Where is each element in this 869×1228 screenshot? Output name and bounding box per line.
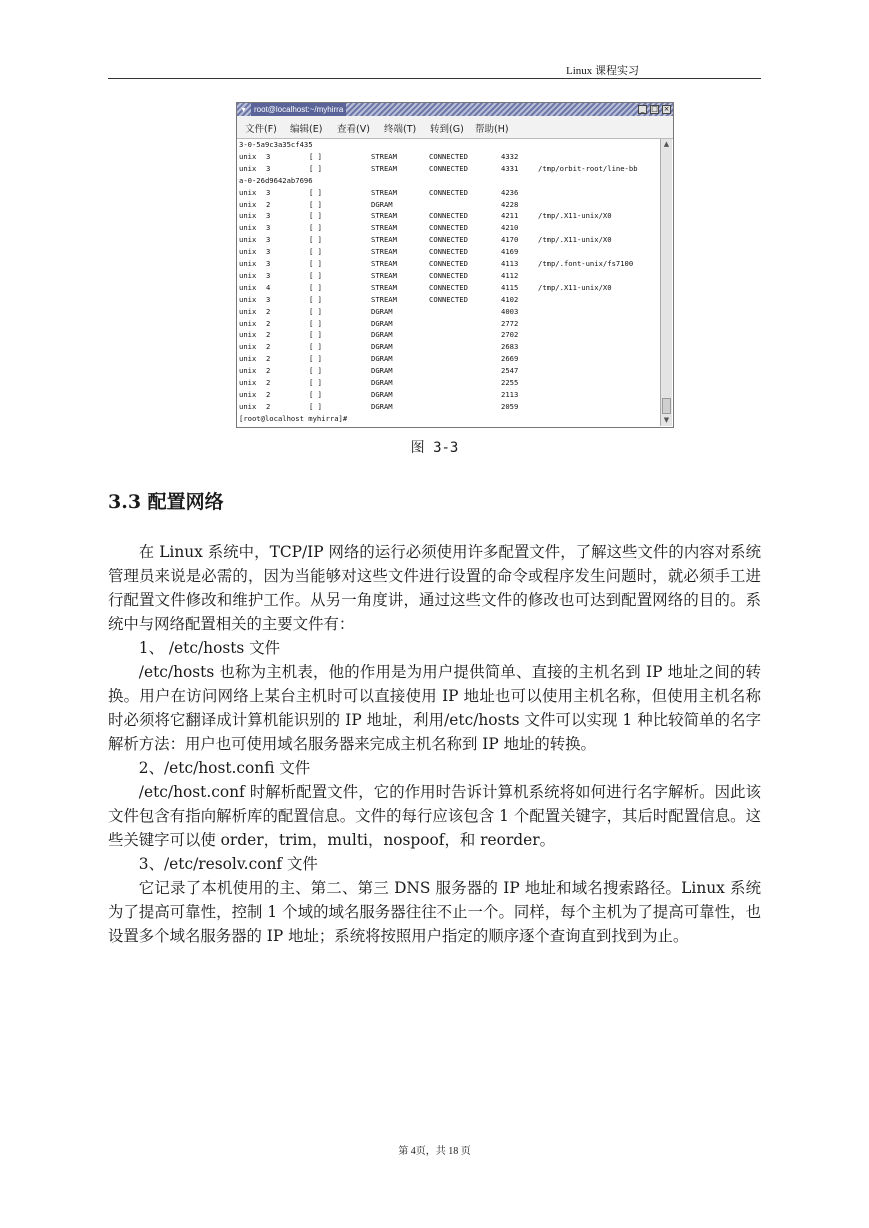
terminal-cell-path: /tmp/.X11-unix/X0 <box>538 211 612 221</box>
terminal-line: 3-0-5a9c3a35cf435 <box>239 140 313 149</box>
terminal-cell-proto: unix <box>239 270 257 280</box>
terminal-cell-inode: 4102 <box>501 294 519 304</box>
scroll-thumb[interactable] <box>662 398 671 414</box>
terminal-cell-type: STREAM <box>371 223 397 233</box>
terminal-cell-proto: unix <box>239 223 257 233</box>
terminal-cell-ref: 2 <box>266 306 271 316</box>
terminal-titlebar <box>237 103 673 116</box>
terminal-scrollbar[interactable] <box>660 139 672 426</box>
terminal-cell-flags: [ ] <box>309 389 322 399</box>
terminal-cell-inode: 4169 <box>501 247 519 257</box>
terminal-cell-flags: [ ] <box>309 342 322 352</box>
terminal-cell-ref: 2 <box>266 199 271 209</box>
terminal-cell-inode: 2059 <box>501 401 519 411</box>
terminal-cell-flags: [ ] <box>309 223 322 233</box>
terminal-cell-proto: unix <box>239 401 257 411</box>
terminal-cell-path: /tmp/.X11-unix/X0 <box>538 235 612 245</box>
terminal-cell-ref: 3 <box>266 294 271 304</box>
terminal-cell-type: STREAM <box>371 187 397 197</box>
paragraph-resolv-conf: 它记录了本机使用的主、第二、第三 DNS 服务器的 IP 地址和域名搜索路径。Linux 系统为了提高可靠性，控制 1 个域的域名服务器往往不止一个。同样，每个主机为了提高可靠性，也设置多个域名服务器的 IP 地址；系统将按照用户指定的顺序逐个查询直到找到为止。 <box>108 879 761 945</box>
terminal-cell-ref: 3 <box>266 235 271 245</box>
terminal-cell-type: STREAM <box>371 270 397 280</box>
header-rule <box>108 78 761 79</box>
terminal-cell-inode: 2683 <box>501 342 519 352</box>
terminal-cell-flags: [ ] <box>309 366 322 376</box>
terminal-cell-proto: unix <box>239 151 257 161</box>
terminal-cell-type: STREAM <box>371 294 397 304</box>
terminal-title: root@localhost:~/myhirra <box>251 103 346 116</box>
terminal-cell-type: STREAM <box>371 282 397 292</box>
terminal-cell-proto: unix <box>239 318 257 328</box>
terminal-cell-proto: unix <box>239 259 257 268</box>
terminal-cell-type: DGRAM <box>371 318 393 328</box>
terminal-cell-type: DGRAM <box>371 366 393 376</box>
terminal-cell-flags: [ ] <box>309 306 322 316</box>
terminal-cell-proto: unix <box>239 211 257 221</box>
terminal-cell-flags: [ ] <box>309 151 322 161</box>
terminal-cell-flags: [ ] <box>309 270 322 280</box>
terminal-output[interactable] <box>239 139 659 425</box>
terminal-cell-flags: [ ] <box>309 199 322 209</box>
terminal-cell-flags: [ ] <box>309 211 322 221</box>
terminal-cell-proto: unix <box>239 354 257 364</box>
terminal-cell-proto: unix <box>239 389 257 399</box>
terminal-cell-inode: 2772 <box>501 318 519 328</box>
terminal-cell-state: CONNECTED <box>429 223 468 233</box>
terminal-cell-state: CONNECTED <box>429 235 468 245</box>
menu-edit[interactable]: 编辑(E) <box>290 124 323 135</box>
menu-help[interactable]: 帮助(H) <box>475 124 509 135</box>
item-heading-resolv-conf: 3、/etc/resolv.conf 文件 <box>138 855 318 873</box>
terminal-cell-ref: 3 <box>266 163 271 173</box>
terminal-cell-path: /tmp/.font-unix/fs7100 <box>538 259 634 268</box>
scroll-down-icon[interactable]: ▼ <box>663 416 670 424</box>
terminal-cell-ref: 2 <box>266 354 271 364</box>
terminal-cell-type: STREAM <box>371 247 397 257</box>
terminal-cell-inode: 4228 <box>501 199 519 209</box>
terminal-cell-type: DGRAM <box>371 199 393 209</box>
terminal-cell-state: CONNECTED <box>429 163 468 173</box>
terminal-cell-type: DGRAM <box>371 389 393 399</box>
terminal-cell-state: CONNECTED <box>429 282 468 292</box>
terminal-cell-ref: 2 <box>266 318 271 328</box>
close-icon[interactable]: × <box>663 105 670 113</box>
terminal-cell-inode: 4236 <box>501 187 519 197</box>
terminal-cell-state: CONNECTED <box>429 247 468 257</box>
menu-go[interactable]: 转到(G) <box>430 124 464 135</box>
terminal-cell-inode: 4112 <box>501 270 519 280</box>
terminal-cell-inode: 4003 <box>501 306 519 316</box>
figure-caption: 图 3-3 <box>410 440 459 456</box>
terminal-cell-ref: 2 <box>266 389 271 399</box>
terminal-menubar <box>237 116 673 139</box>
terminal-cell-path: /tmp/.X11-unix/X0 <box>538 282 612 292</box>
terminal-cell-ref: 3 <box>266 211 271 221</box>
terminal-cell-inode: 2113 <box>501 389 519 399</box>
terminal-cell-proto: unix <box>239 282 257 292</box>
terminal-cell-inode: 2669 <box>501 354 519 364</box>
terminal-cell-type: STREAM <box>371 235 397 245</box>
terminal-cell-state: CONNECTED <box>429 211 468 221</box>
terminal-cell-flags: [ ] <box>309 247 322 257</box>
terminal-cell-ref: 3 <box>266 187 271 197</box>
terminal-cell-ref: 3 <box>266 259 271 268</box>
terminal-cell-ref: 3 <box>266 270 271 280</box>
terminal-cell-proto: unix <box>239 247 257 257</box>
terminal-cell-state: CONNECTED <box>429 294 468 304</box>
terminal-cell-state: CONNECTED <box>429 151 468 161</box>
running-header: Linux 课程实习 <box>565 65 639 77</box>
body-text <box>108 540 761 948</box>
terminal-cell-inode: 2255 <box>501 378 519 387</box>
terminal-cell-inode: 4115 <box>501 282 519 292</box>
terminal-cell-flags: [ ] <box>309 378 322 387</box>
paragraph-hosts: /etc/hosts 也称为主机表，他的作用是为用户提供简单、直接的主机名到 IP 地址之间的转换。用户在访问网络上某台主机时可以直接使用 IP 地址也可以使用主机名称，但使用主机名称时必须将它翻译成计算机能识别的 IP 地址，利用/etc/hosts 文件可以实现 1 种比较简单的名字解析方法：用户也可使用域名服务器来完成主机名称到 IP 地址的转换。 <box>108 663 761 753</box>
terminal-cell-inode: 2547 <box>501 366 519 376</box>
terminal-cell-type: STREAM <box>371 211 397 221</box>
terminal-cell-type: DGRAM <box>371 378 393 387</box>
terminal-cell-type: STREAM <box>371 151 397 161</box>
menu-file[interactable]: 文件(F) <box>245 124 277 135</box>
terminal-cell-proto: unix <box>239 294 257 304</box>
terminal-cell-proto: unix <box>239 163 257 173</box>
terminal-line: a-0-26d9642ab7696 <box>239 175 313 185</box>
terminal-cell-inode: 4170 <box>501 235 519 245</box>
terminal-line: [root@localhost myhirra]# <box>239 413 348 423</box>
terminal-cell-flags: [ ] <box>309 282 322 292</box>
terminal-cell-state: CONNECTED <box>429 270 468 280</box>
terminal-cell-type: DGRAM <box>371 330 393 340</box>
window-menu-icon[interactable]: ▾ <box>241 105 246 114</box>
page-footer: 第 4页，共 18 页 <box>398 1146 471 1157</box>
terminal-cell-flags: [ ] <box>309 318 322 328</box>
terminal-cell-type: DGRAM <box>371 342 393 352</box>
terminal-cell-ref: 2 <box>266 342 271 352</box>
terminal-cell-ref: 2 <box>266 366 271 376</box>
terminal-cell-proto: unix <box>239 306 257 316</box>
item-heading-host-conf: 2、/etc/host.confi 文件 <box>138 759 311 777</box>
terminal-cell-type: STREAM <box>371 259 397 268</box>
terminal-cell-flags: [ ] <box>309 163 322 173</box>
maximize-icon[interactable]: □ <box>651 105 658 113</box>
terminal-cell-inode: 4331 <box>501 163 519 173</box>
terminal-cell-flags: [ ] <box>309 259 322 268</box>
terminal-cell-flags: [ ] <box>309 187 322 197</box>
terminal-cell-inode: 4211 <box>501 211 519 221</box>
menu-view[interactable]: 查看(V) <box>337 124 370 135</box>
terminal-cell-proto: unix <box>239 330 257 340</box>
terminal-screenshot <box>236 102 674 428</box>
terminal-cell-proto: unix <box>239 378 257 387</box>
terminal-cell-flags: [ ] <box>309 235 322 245</box>
terminal-cell-ref: 3 <box>266 151 271 161</box>
terminal-cell-type: DGRAM <box>371 354 393 364</box>
menu-terminal[interactable]: 终端(T) <box>384 124 417 135</box>
item-heading-hosts: 1、 /etc/hosts 文件 <box>138 639 280 657</box>
terminal-cell-flags: [ ] <box>309 354 322 364</box>
terminal-cell-ref: 2 <box>266 330 271 340</box>
terminal-cell-proto: unix <box>239 199 257 209</box>
terminal-cell-inode: 4332 <box>501 151 519 161</box>
terminal-cell-proto: unix <box>239 235 257 245</box>
terminal-cell-state: CONNECTED <box>429 259 468 268</box>
terminal-cell-ref: 3 <box>266 247 271 257</box>
terminal-cell-inode: 2702 <box>501 330 519 340</box>
terminal-cell-ref: 4 <box>266 282 271 292</box>
terminal-cell-proto: unix <box>239 342 257 352</box>
terminal-cell-ref: 2 <box>266 401 271 411</box>
section-title: 3.3 配置网络 <box>108 491 224 513</box>
terminal-cell-inode: 4113 <box>501 259 519 268</box>
terminal-cell-flags: [ ] <box>309 401 322 411</box>
minimize-icon[interactable]: _ <box>638 105 647 114</box>
terminal-cell-type: STREAM <box>371 163 397 173</box>
terminal-cell-state: CONNECTED <box>429 187 468 197</box>
terminal-cell-proto: unix <box>239 366 257 376</box>
terminal-cell-ref: 2 <box>266 378 271 387</box>
terminal-cell-type: DGRAM <box>371 401 393 411</box>
terminal-cell-inode: 4210 <box>501 223 519 233</box>
terminal-cell-path: /tmp/orbit-root/line-bb <box>538 163 638 173</box>
terminal-cell-flags: [ ] <box>309 294 322 304</box>
terminal-cell-ref: 3 <box>266 223 271 233</box>
terminal-cell-proto: unix <box>239 187 257 197</box>
paragraph-intro: 在 Linux 系统中，TCP/IP 网络的运行必须使用许多配置文件，了解这些文件的内容对系统管理员来说是必需的，因为当能够对这些文件进行设置的命令或程序发生问题时，就必须手工进行配置文件修改和维护工作。从另一角度讲，通过这些文件的修改也可达到配置网络的目的。系统中与网络配置相关的主要文件有： <box>108 543 761 633</box>
terminal-cell-type: DGRAM <box>371 306 393 316</box>
scroll-up-icon[interactable]: ▲ <box>663 140 670 148</box>
terminal-cell-flags: [ ] <box>309 330 322 340</box>
paragraph-host-conf: /etc/host.conf 时解析配置文件，它的作用时告诉计算机系统将如何进行名字解析。因此该文件包含有指向解析库的配置信息。文件的每行应该包含 1 个配置关键字，其后时配置信息。这些关键字可以使 order，trim，multi，nospoof，和 reorder。 <box>108 783 761 849</box>
